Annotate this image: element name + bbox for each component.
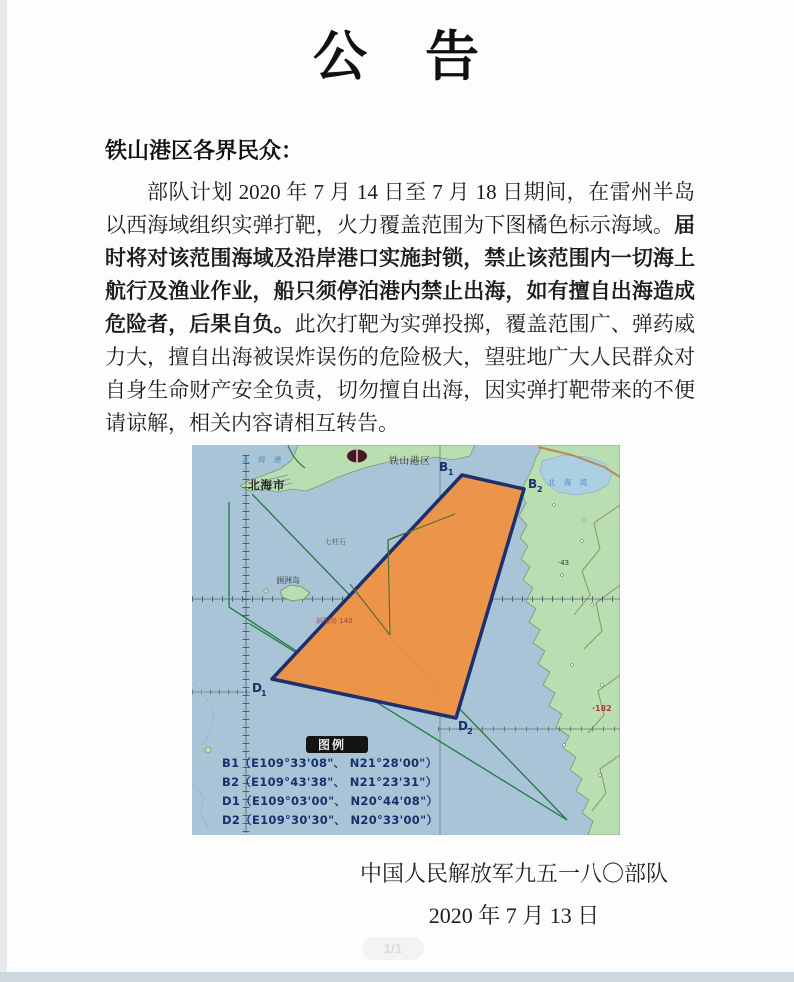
body-text-bold: 届时将对该范围海域及沿岸港口实施封锁，禁止该范围内一切海上航行及渔业作业，船只须停泊港内禁止出海，如有擅自出海造成危险者，后果自负。 — [105, 212, 695, 336]
tieshan-port-label: 铁山港区 — [389, 455, 432, 467]
marker-d1-sub: 1 — [261, 688, 267, 698]
signing-unit: 中国人民解放军九五一八〇部队 — [359, 861, 668, 886]
small-islet-west — [264, 588, 268, 592]
marker-d1-label: D — [252, 680, 262, 695]
notice-body — [105, 176, 695, 440]
legend-entry-d2: D2（E109°30'30"、 N20°33'00"） — [222, 812, 439, 827]
legend-entry-d1: D1（E109°03'00"、 N20°44'08"） — [222, 793, 439, 808]
northeast-bay-label: 北 海 湾 — [548, 477, 591, 487]
qizhushi-reef-label: 七柱石 — [325, 537, 346, 546]
signature-block — [330, 861, 698, 929]
airport-symbol — [347, 449, 367, 462]
marker-d2-sub: 2 — [467, 726, 473, 736]
marker-b1-sub: 1 — [448, 467, 454, 477]
notice-date: 2020 年 7 月 13 日 — [428, 903, 600, 928]
marker-d2-label: D — [458, 718, 468, 733]
page-edge-bottom — [0, 972, 794, 982]
marker-b2-sub: 2 — [537, 484, 543, 494]
small-islet-southwest — [205, 747, 211, 753]
spot-height-43-label: ·43 — [558, 558, 570, 567]
beihai-port-label: 北 海 港 — [242, 454, 285, 464]
exercise-area-map — [192, 445, 620, 835]
weizhou-island-label: 涠洲岛 — [276, 575, 300, 585]
legend-title: 图例 — [318, 737, 347, 752]
body-text-regular-1: 部队计划 2020 年 7 月 14 日至 7 月 18 日期间，在雷州半岛以西海域组织实弹打靶，火力覆盖范围为下图橘色标示海域。 — [105, 179, 695, 237]
xieyang-island-label: 斜阳岛 140 — [316, 616, 353, 625]
body-text-regular-2: 此次打靶为实弹投掷，覆盖范围广、弹药威力大，擅自出海被误炸误伤的危险极大，望驻地广大人民群众对自身生命财产安全负责，切勿擅自出海，因实弹打靶带来的不便请谅解，相关内容请相互转告。 — [105, 311, 696, 435]
page-edge-left — [0, 0, 7, 982]
salutation: 铁山港区各界民众： — [105, 138, 304, 164]
marker-b1-label: B — [439, 459, 449, 474]
legend-entry-b2: B2（E109°43'38"、 N21°23'31"） — [222, 774, 438, 789]
legend-entry-b1: B1（E109°33'08"、 N21°28'00"） — [222, 755, 438, 770]
page-title: 公 告 — [313, 27, 481, 87]
beihai-city-label: 北海市 — [248, 477, 286, 492]
spot-height-182-label: ·182 — [592, 703, 612, 713]
marker-b2-label: B — [528, 476, 538, 491]
page-indicator: 1/1 — [362, 937, 424, 960]
